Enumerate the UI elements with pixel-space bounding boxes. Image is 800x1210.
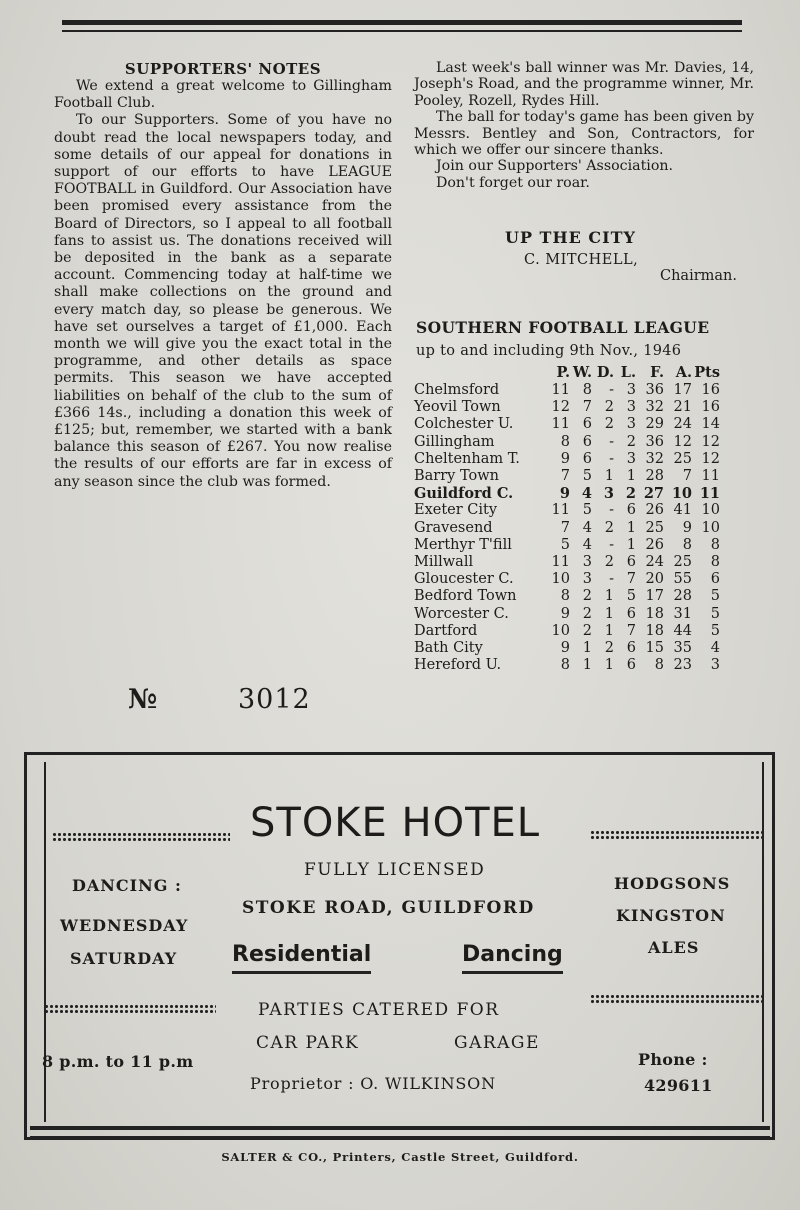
stat-pts: 4	[710, 640, 720, 657]
stat-p: 11	[551, 502, 570, 519]
stat-pts: 5	[710, 605, 720, 622]
team-name: Bath City	[414, 640, 483, 657]
stat-a: 7	[682, 468, 692, 485]
stat-p: 10	[551, 622, 570, 639]
stat-d: 2	[604, 640, 614, 657]
stat-a: 8	[682, 536, 692, 553]
stat-d: 2	[604, 554, 614, 571]
supporters-notes	[54, 60, 392, 491]
stat-a: 28	[673, 588, 692, 605]
team-name: Colchester U.	[414, 416, 514, 433]
stat-l: 7	[626, 571, 636, 588]
col-for: F.	[650, 363, 664, 381]
table-row	[414, 434, 720, 451]
stat-f: 17	[645, 588, 664, 605]
signature-name: C. MITCHELL,	[524, 252, 639, 268]
stat-pts: 10	[701, 519, 720, 536]
stat-p: 11	[551, 554, 570, 571]
stat-w: 5	[582, 502, 592, 519]
stat-f: 27	[643, 485, 664, 503]
decorative-border	[52, 832, 230, 842]
notes-heading: SUPPORTERS' NOTES	[124, 60, 322, 78]
slogan: UP THE CITY	[505, 228, 636, 247]
league-title: SOUTHERN FOOTBALL LEAGUE	[416, 318, 710, 337]
stat-l: 6	[626, 657, 636, 674]
printer-credit: SALTER & CO., Printers, Castle Street, Guildford.	[221, 1150, 579, 1164]
stat-w: 2	[582, 622, 592, 639]
stat-p: 7	[560, 468, 570, 485]
dancing-tag: Dancing	[462, 942, 563, 974]
table-row	[414, 537, 720, 554]
stat-w: 2	[582, 588, 592, 605]
stat-f: 20	[645, 571, 664, 588]
table-row	[414, 623, 720, 640]
day-wednesday: WEDNESDAY	[60, 916, 189, 935]
car-park-text: CAR PARK	[256, 1033, 360, 1053]
stat-f: 18	[645, 622, 664, 639]
stat-l: 3	[626, 416, 636, 433]
top-rule-thin	[62, 30, 742, 32]
residential-tag: Residential	[232, 942, 371, 974]
stat-d: 1	[604, 605, 614, 622]
table-row	[414, 520, 720, 537]
stat-l: 1	[626, 536, 636, 553]
stat-pts: 12	[701, 450, 720, 467]
stat-a: 35	[673, 640, 692, 657]
notes-welcome: We extend a great welcome to Gillingham Football Club.	[54, 78, 392, 112]
stat-w: 3	[582, 554, 592, 571]
stat-pts: 11	[701, 468, 720, 485]
stat-pts: 10	[701, 502, 720, 519]
stat-p: 12	[551, 399, 570, 416]
stat-w: 8	[582, 382, 592, 398]
stat-f: 26	[645, 502, 664, 519]
stat-w: 4	[582, 536, 592, 553]
stat-f: 32	[645, 450, 664, 467]
stat-d: -	[609, 450, 614, 467]
stat-l: 6	[626, 640, 636, 657]
stat-d: 1	[604, 622, 614, 639]
top-rule	[62, 20, 742, 25]
day-saturday: SATURDAY	[70, 949, 178, 968]
table-row	[414, 451, 720, 468]
notes-roar: Don't forget our roar.	[436, 174, 590, 191]
stat-l: 1	[626, 519, 636, 536]
team-name: Hereford U.	[414, 657, 502, 674]
stat-pts: 12	[701, 433, 720, 450]
stat-a: 25	[673, 554, 692, 571]
stat-l: 2	[626, 433, 636, 450]
table-row	[414, 416, 720, 433]
stat-d: -	[609, 502, 614, 519]
stat-l: 7	[626, 622, 636, 639]
team-name: Chelmsford	[414, 382, 500, 398]
stat-f: 8	[654, 657, 664, 674]
notes-ball-sponsor: The ball for today's game has been given by Messrs. Bentley and Son, Contractors, for which we offer our sincere thanks.	[414, 109, 754, 159]
ales-label: ALES	[648, 938, 700, 957]
decorative-border	[44, 1004, 216, 1014]
table-row	[414, 657, 720, 674]
team-name: Merthyr T'fill	[414, 536, 512, 553]
stat-l: 5	[626, 588, 636, 605]
stat-d: -	[609, 382, 614, 398]
stat-d: -	[609, 536, 614, 553]
stat-pts: 16	[701, 399, 720, 416]
stat-w: 1	[582, 640, 592, 657]
stat-f: 18	[645, 605, 664, 622]
table-row	[414, 399, 720, 416]
stat-w: 5	[582, 468, 592, 485]
stat-w: 2	[582, 605, 592, 622]
table-row	[414, 554, 720, 571]
team-header	[414, 362, 548, 382]
stat-p: 8	[560, 588, 570, 605]
col-played: P.	[556, 363, 570, 381]
stat-l: 6	[626, 605, 636, 622]
garage-text: GARAGE	[454, 1033, 540, 1053]
stat-pts: 5	[710, 622, 720, 639]
proprietor-text: Proprietor : O. WILKINSON	[250, 1074, 496, 1093]
stat-d: 2	[604, 519, 614, 536]
ales-place: KINGSTON	[616, 906, 726, 925]
stat-a: 41	[673, 502, 692, 519]
table-row	[414, 606, 720, 623]
stat-l: 3	[626, 382, 636, 398]
stat-p: 9	[560, 640, 570, 657]
stat-w: 6	[582, 416, 592, 433]
stat-pts: 16	[701, 382, 720, 398]
ticket-label: №	[128, 684, 159, 715]
table-row	[414, 468, 720, 485]
stat-pts: 3	[710, 657, 720, 674]
stat-f: 26	[645, 536, 664, 553]
dancing-label: DANCING :	[72, 876, 182, 895]
advert-bottom-rule-thin	[30, 1136, 770, 1138]
team-name: Cheltenham T.	[414, 450, 520, 467]
stat-a: 23	[673, 657, 692, 674]
stat-a: 24	[673, 416, 692, 433]
phone-label: Phone :	[638, 1050, 708, 1069]
table-row	[414, 640, 720, 657]
team-name: Dartford	[414, 622, 478, 639]
stat-f: 29	[645, 416, 664, 433]
stat-l: 2	[625, 485, 636, 503]
stat-d: 2	[604, 399, 614, 416]
col-against: A.	[675, 363, 692, 381]
stat-w: 6	[582, 450, 592, 467]
stat-p: 8	[560, 433, 570, 450]
stat-w: 3	[582, 571, 592, 588]
stat-p: 11	[551, 382, 570, 398]
stat-f: 32	[645, 399, 664, 416]
team-name: Bedford Town	[414, 588, 517, 605]
notes-winners: Last week's ball winner was Mr. Davies, 14, Joseph's Road, and the programme winner, Mr. Pooley, Rozell, Rydes Hill.	[414, 60, 754, 109]
ales-brand: HODGSONS	[614, 874, 731, 893]
team-name: Worcester C.	[414, 605, 509, 622]
advert-bottom-rule	[30, 1126, 770, 1130]
stat-p: 8	[560, 657, 570, 674]
col-won: W.	[572, 363, 592, 381]
table-row	[414, 502, 720, 519]
team-name: Barry Town	[414, 468, 499, 485]
stat-a: 31	[673, 605, 692, 622]
stat-l: 6	[626, 554, 636, 571]
licensed-text: FULLY LICENSED	[304, 860, 486, 880]
stat-f: 36	[645, 433, 664, 450]
dancing-hours: 8 p.m. to 11 p.m	[42, 1052, 194, 1071]
stat-d: 1	[604, 588, 614, 605]
stat-a: 55	[673, 571, 692, 588]
table-row	[414, 382, 720, 399]
stat-pts: 8	[710, 554, 720, 571]
signature-title: Chairman.	[660, 268, 737, 284]
stat-d: 2	[604, 416, 614, 433]
stat-a: 25	[673, 450, 692, 467]
stat-w: 7	[582, 399, 592, 416]
stat-a: 21	[673, 399, 692, 416]
team-name: Millwall	[414, 554, 474, 571]
stat-w: 6	[582, 433, 592, 450]
phone-number: 429611	[644, 1076, 713, 1095]
team-name: Gloucester C.	[414, 571, 514, 588]
parties-text: PARTIES CATERED FOR	[258, 1000, 500, 1020]
stat-a: 44	[673, 622, 692, 639]
stat-pts: 8	[710, 536, 720, 553]
supporters-notes-continued	[414, 60, 754, 191]
league-table	[414, 362, 720, 674]
stat-d: -	[609, 571, 614, 588]
stat-w: 1	[582, 657, 592, 674]
stat-p: 10	[551, 571, 570, 588]
notes-appeal: To our Supporters. Some of you have no doubt read the local newspapers today, and some details of our appeal for donations in support of our efforts to have LEAGUE FOOTBALL in Guildford. Our Association have been promised every assistance from the Board of Directors, so I appeal to all football fans to assist us. The donations received will be deposited in the bank as a separate account. Commencing today at half-time we shall make collections on the ground and every match day, so please be generous. We have set ourselves a target of £1,000. Each month we will give you the exact total in the programme, and other details as space permits. This season we have accepted liabilities on behalf of the club to the sum of £366 14s., including a donation this week of £125; but, remember, we started with a bank balance this season of £267. You now realise the results of our efforts are far in excess of any season since the club was formed.	[54, 112, 392, 490]
notes-join: Join our Supporters' Association.	[436, 158, 674, 175]
table-row	[414, 485, 720, 502]
stat-p: 11	[551, 416, 570, 433]
stat-p: 5	[560, 536, 570, 553]
address-text: STOKE ROAD, GUILDFORD	[242, 898, 535, 918]
stat-f: 24	[645, 554, 664, 571]
stat-a: 17	[673, 382, 692, 398]
team-name: Exeter City	[414, 502, 498, 519]
decorative-border	[590, 830, 762, 840]
stat-w: 4	[582, 519, 592, 536]
stat-d: 3	[603, 485, 614, 503]
league-header-row	[414, 362, 720, 382]
stat-pts: 14	[701, 416, 720, 433]
stat-f: 28	[645, 468, 664, 485]
team-name: Guildford C.	[414, 485, 514, 503]
stat-l: 1	[626, 468, 636, 485]
stat-a: 12	[673, 433, 692, 450]
stat-pts: 11	[699, 485, 720, 503]
stat-l: 3	[626, 399, 636, 416]
stat-w: 4	[581, 485, 592, 503]
stat-d: 1	[604, 468, 614, 485]
stat-a: 9	[682, 519, 692, 536]
col-points: Pts	[694, 363, 720, 381]
stat-pts: 6	[710, 571, 720, 588]
stat-l: 6	[626, 502, 636, 519]
team-name: Gravesend	[414, 519, 493, 536]
table-row	[414, 588, 720, 605]
stat-p: 9	[560, 605, 570, 622]
hotel-name: STOKE HOTEL	[250, 800, 541, 846]
league-subtitle: up to and including 9th Nov., 1946	[416, 343, 682, 359]
stat-pts: 5	[710, 588, 720, 605]
stat-p: 9	[560, 450, 570, 467]
stat-l: 3	[626, 450, 636, 467]
stat-f: 25	[645, 519, 664, 536]
team-name: Yeovil Town	[414, 399, 501, 416]
stat-d: -	[609, 433, 614, 450]
stat-d: 1	[604, 657, 614, 674]
stat-f: 36	[645, 382, 664, 398]
table-row	[414, 571, 720, 588]
stat-f: 15	[645, 640, 664, 657]
team-name: Gillingham	[414, 433, 495, 450]
decorative-border	[590, 994, 762, 1004]
stat-a: 10	[671, 485, 692, 503]
col-lost: L.	[620, 363, 636, 381]
ticket-number: 3012	[238, 684, 311, 715]
col-drawn: D.	[596, 363, 614, 381]
stat-p: 7	[560, 519, 570, 536]
stat-p: 9	[559, 485, 570, 503]
